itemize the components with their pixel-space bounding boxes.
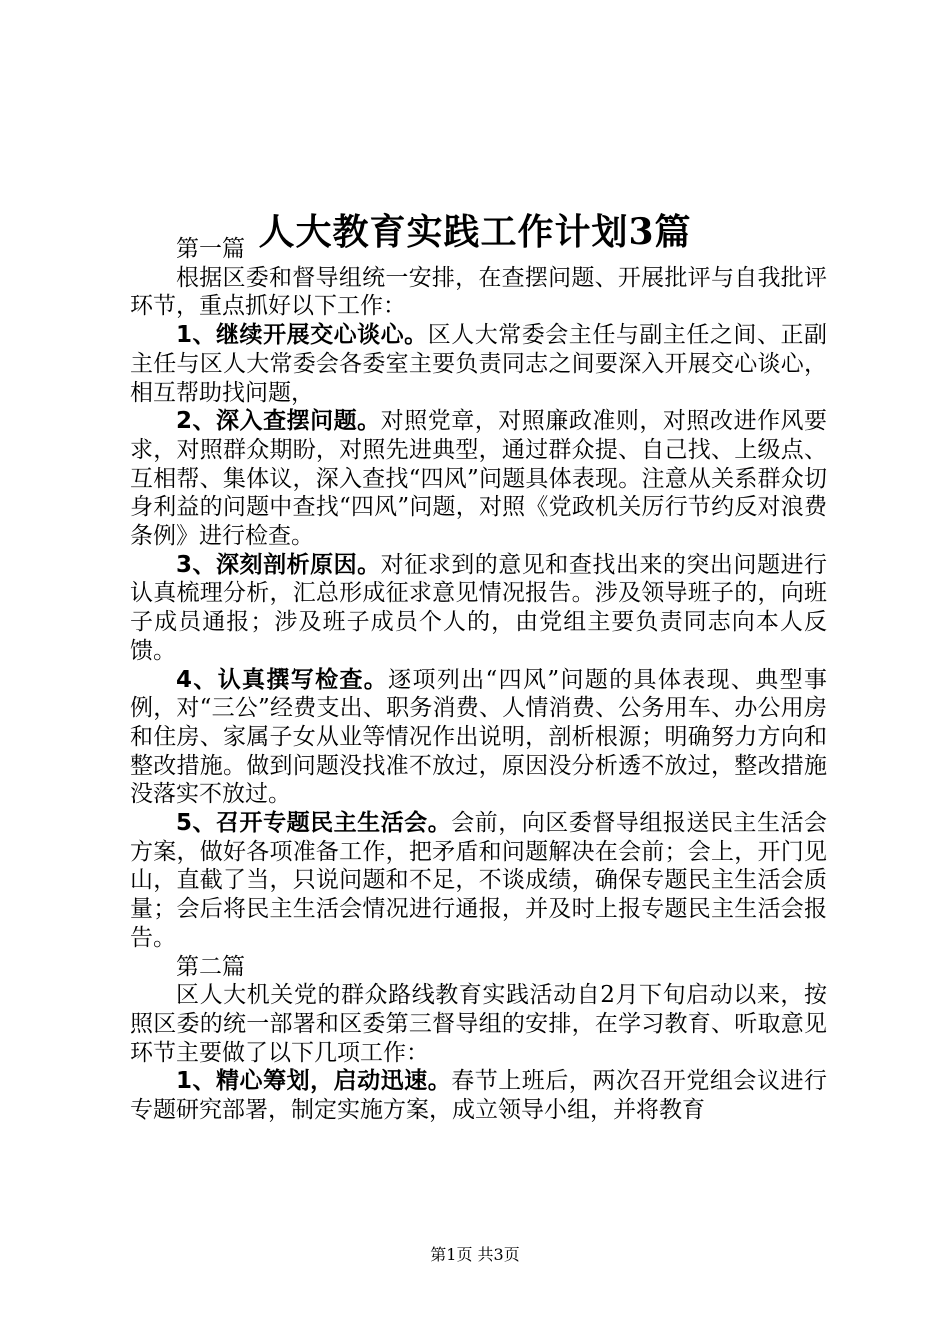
paragraph-text: 对征求到的意见和查找出来的突出问题进行认真梳理分析，汇总形成征求意见情况报告。涉及领导班子的，向班子成员通报；涉及班子成员个人的，由党组主要负责同志向本人反馈。 <box>130 551 827 664</box>
paragraph-text: 会前，向区委督导组报送民主生活会方案，做好各项准备工作，把矛盾和问题解决在会前；会上，开门见山，直截了当，只说问题和不足，不谈成绩，确保专题民主生活会质量；会后将民主生活会情况进行通报，并及时上报专题民主生活会报告。 <box>130 810 827 951</box>
paragraph <box>130 321 827 407</box>
paragraph-text: 根据区委和督导组统一安排，在查摆问题、开展批评与自我批评环节，重点抓好以下工作： <box>130 264 827 320</box>
paragraph-lead: 1、继续开展交心谈心。 <box>176 322 428 349</box>
paragraph-text: 区人大机关党的群众路线教育实践活动自2月下旬启动以来，按照区委的统一部署和区委第三督导组的安排，在学习教育、听取意见环节主要做了以下几项工作： <box>130 982 827 1066</box>
paragraph <box>130 809 827 953</box>
paragraph <box>130 551 827 666</box>
paragraph-lead: 2、深入查摆问题。 <box>176 408 381 435</box>
paragraph <box>130 407 827 551</box>
paragraph <box>130 666 827 810</box>
section-heading <box>130 235 827 264</box>
paragraph-text: 对照党章，对照廉政准则，对照改进作风要求，对照群众期盼，对照先进典型，通过群众提、自己找、上级点、互相帮、集体议，深入查找“四风”问题具体表现。注意从关系群众切身利益的问题中查找“四风”问题，对照《党政机关厉行节约反对浪费条例》进行检查。 <box>130 408 827 550</box>
document-body <box>130 235 827 1125</box>
paragraph <box>130 264 827 321</box>
document-title: 人大教育实践工作计划3篇 <box>258 211 692 254</box>
page-footer: 第1页 共3页 <box>430 1245 520 1264</box>
paragraph-text: 区人大常委会主任与副主任之间、正副主任与区人大常委会各委室主要负责同志之间要深入开展交心谈心，相互帮助找问题， <box>130 322 827 406</box>
paragraph-lead: 5、召开专题民主生活会。 <box>176 810 452 837</box>
paragraph-lead: 3、深刻剖析原因。 <box>176 551 381 578</box>
paragraph-text: 第二篇 <box>176 953 245 980</box>
paragraph-lead: 1、精心筹划，启动迅速。 <box>176 1068 452 1095</box>
paragraph-text: 逐项列出“四风”问题的具体表现、典型事例，对“三公”经费支出、职务消费、人情消费、公务用车、办公用房和住房、家属子女从业等情况作出说明，剖析根源；明确努力方向和整改措施。做到问题没找准不放过，原因没分析透不放过，整改措施没落实不放过。 <box>130 666 827 808</box>
paragraph-lead: 4、认真撰写检查。 <box>176 666 389 693</box>
section-heading <box>130 953 827 982</box>
paragraph <box>130 1067 827 1124</box>
paragraph-text: 第一篇 <box>176 236 245 262</box>
paragraph-text: 春节上班后，两次召开党组会议进行专题研究部署，制定实施方案，成立领导小组，并将教育 <box>130 1068 827 1124</box>
paragraph <box>130 981 827 1067</box>
